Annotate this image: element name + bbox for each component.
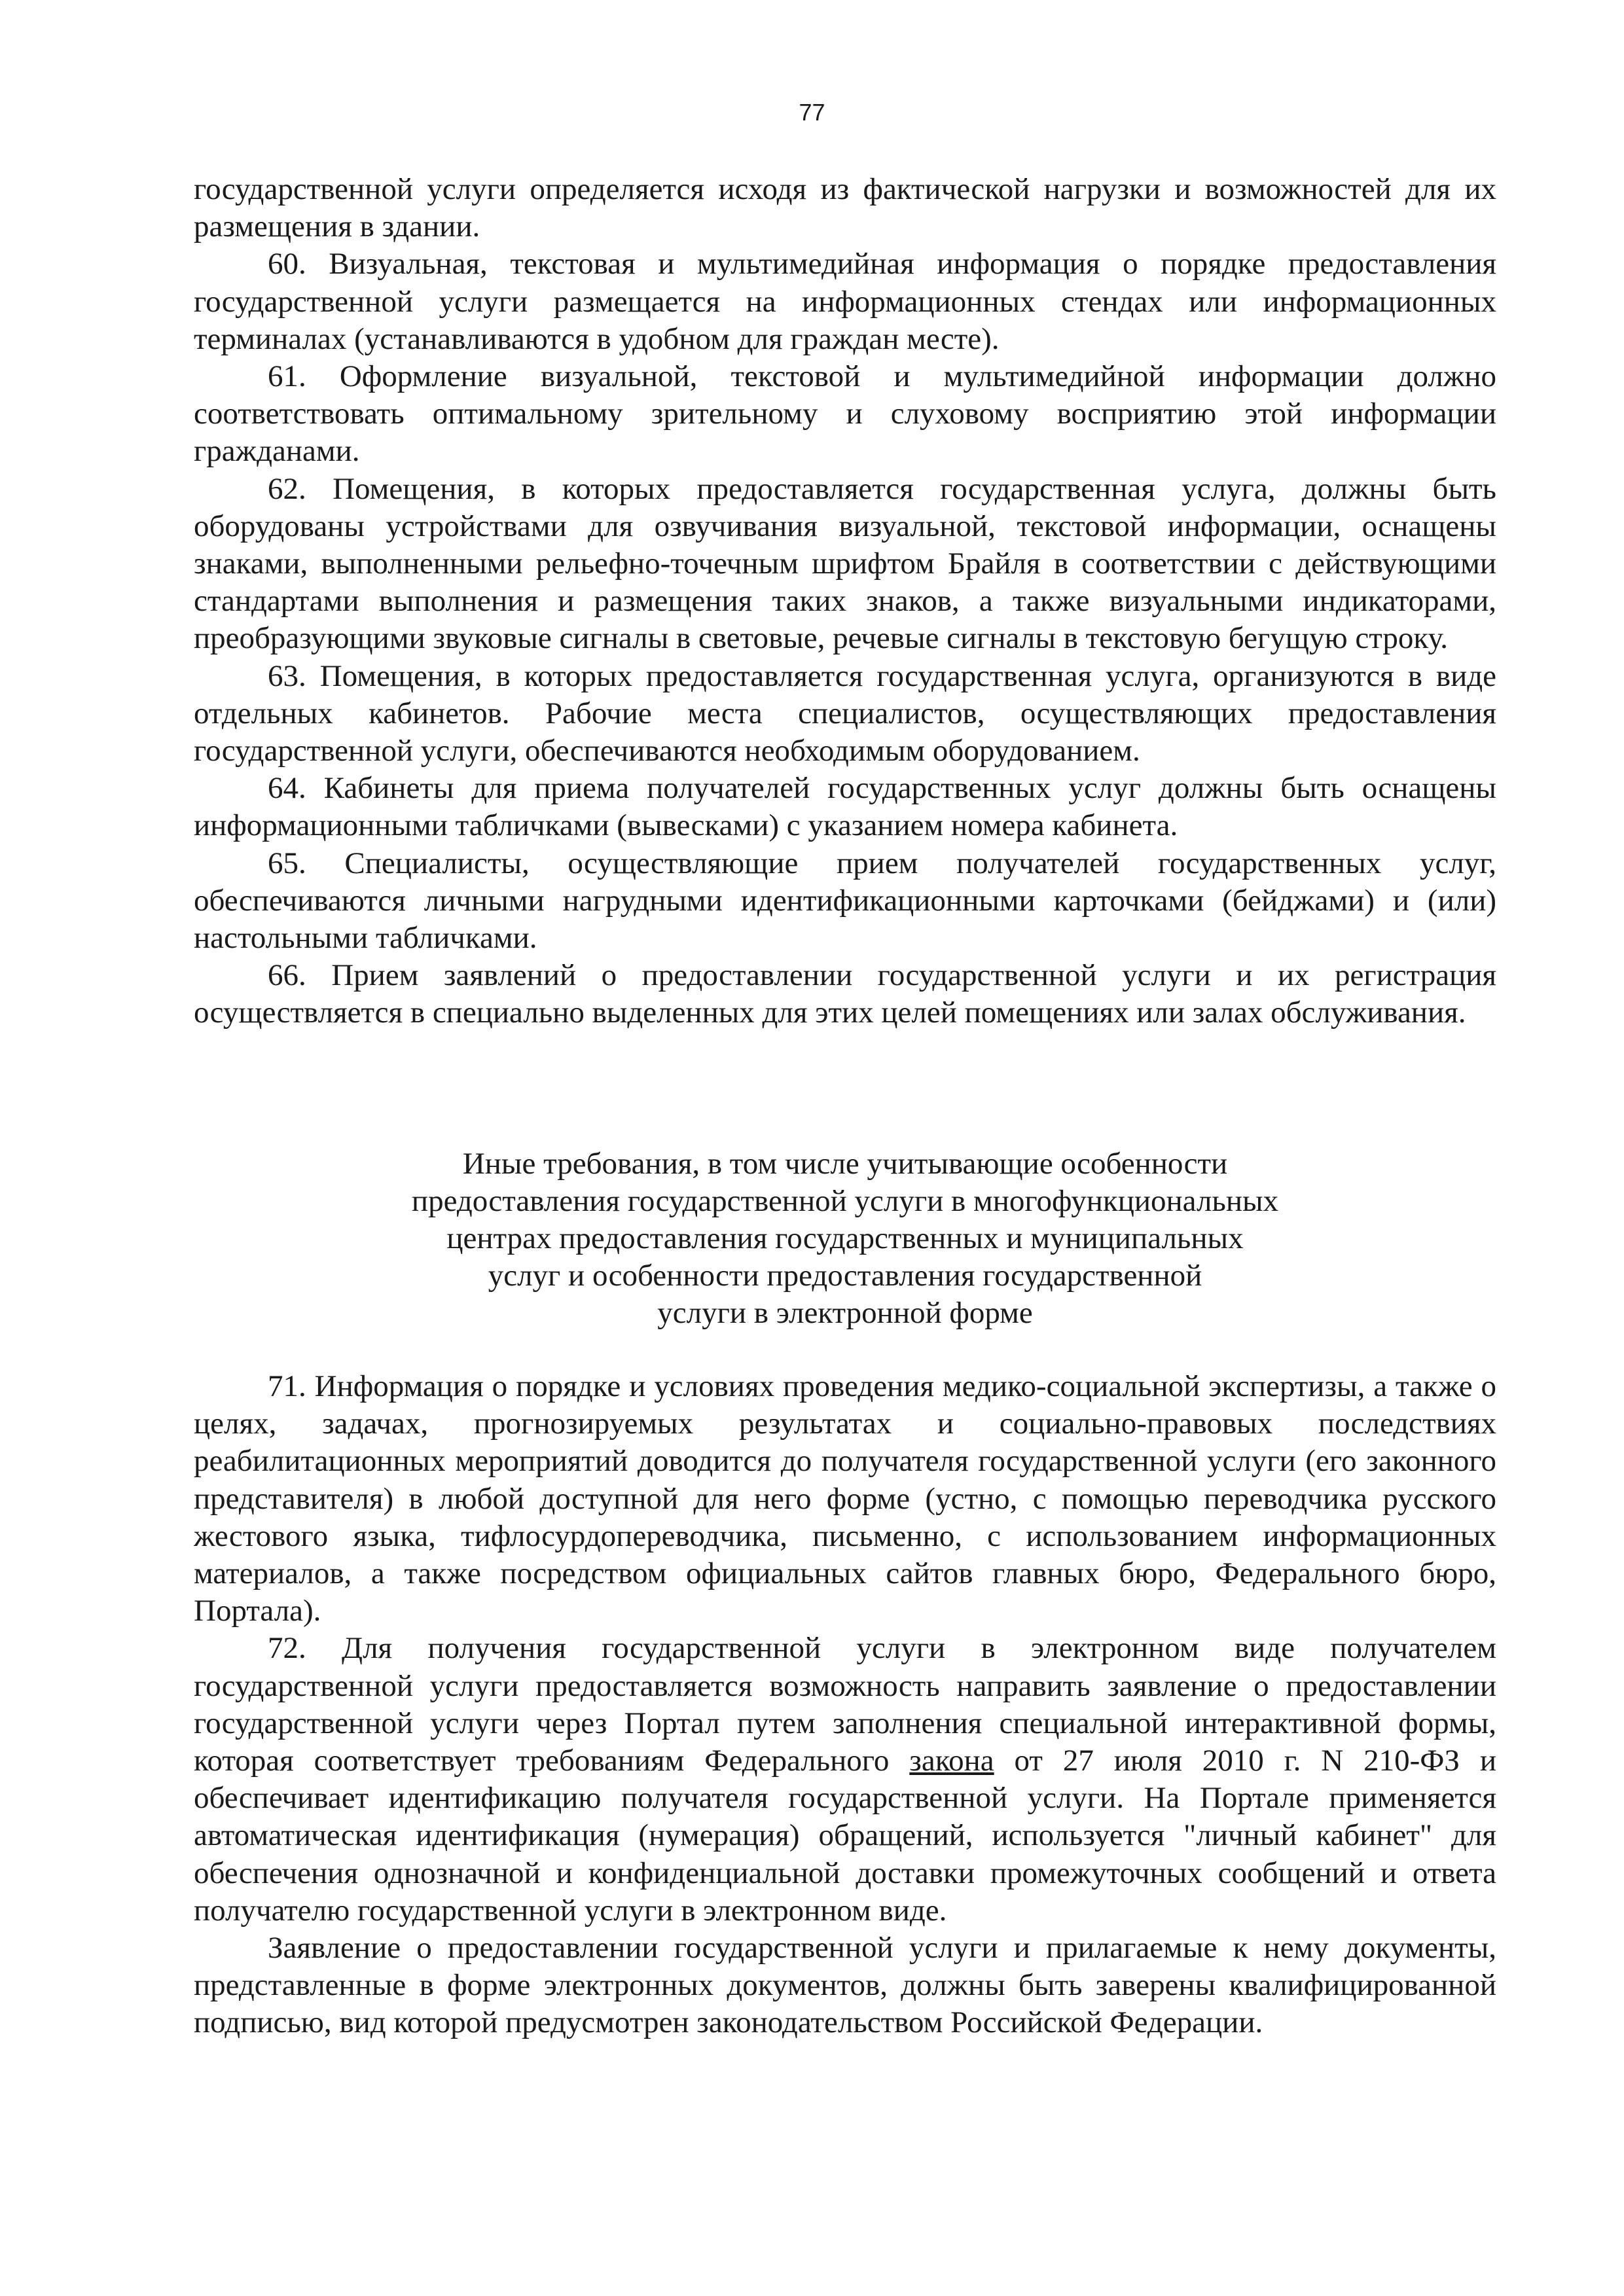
section-heading-line: услуг и особенности предоставления государственной <box>488 1259 1202 1293</box>
paragraph-continuation: государственной услуги определяется исходя из фактической нагрузки и возможностей для их размещения в здании. <box>194 172 1496 244</box>
paragraph-61: 61. Оформление визуальной, текстовой и мультимедийной информации должно соответствовать оптимальному зрительному и слуховому восприятию этой информации гражданами. <box>194 359 1496 469</box>
section-heading-line: предоставления государственной услуги в многофункциональных <box>411 1184 1279 1218</box>
paragraph-66: 66. Прием заявлений о предоставлении государственной услуги и их регистрация осуществляется в специально выделенных для этих целей помещениях или залах обслуживания. <box>194 958 1496 1030</box>
paragraph-72 <box>194 1630 1496 1929</box>
paragraph-64: 64. Кабинеты для приема получателей государственных услуг должны быть оснащены информационными табличками (вывесками) с указанием номера кабинета. <box>194 771 1496 843</box>
section-heading-line: Иные требования, в том числе учитывающие особенности <box>462 1147 1228 1181</box>
paragraph-62: 62. Помещения, в которых предоставляется государственная услуга, должны быть оборудованы устройствами для озвучивания визуальной, текстовой информации, оснащены знаками, выполненными рельефно-точечным шрифтом Брайля в соответствии с действующими стандартами выполнения и размещения таких знаков, а также визуальными индикаторами, преобразующими звуковые сигналы в световые, речевые сигналы в текстовую бегущую строку. <box>194 471 1496 656</box>
federal-law-link[interactable]: закона <box>909 1744 994 1778</box>
section-heading-line: центрах предоставления государственных и муниципальных <box>446 1221 1244 1255</box>
paragraph-application: Заявление о предоставлении государственной услуги и прилагаемые к нему документы, представленные в форме электронных документов, должны быть заверены квалифицированной подписью, вид которой предусмотрен законодательством Российской Федерации. <box>194 1931 1496 2040</box>
paragraph-71: 71. Информация о порядке и условиях проведения медико-социальной экспертизы, а также о целях, задачах, прогнозируемых результатах и социально-правовых последствиях реабилитационных мероприятий доводится до получателя государственной услуги (его законного представителя) в любой доступной для него форме (устно, с помощью переводчика русского жестового языка, тифлосурдопереводчика, письменно, с использованием информационных материалов, а также посредством официальных сайтов главных бюро, Федерального бюро, Портала). <box>194 1369 1496 1628</box>
paragraph-72-text-end: от 27 июля 2010 г. N 210-ФЗ и обеспечивает идентификацию получателя государственной услуги. На Портале применяется автоматическая идентификация (нумерация) обращений, используется "личный кабинет" для обеспечения однозначной и конфиденциальной доставки промежуточных сообщений и ответа получателю государственной услуги в электронном виде. <box>194 1744 1496 1928</box>
paragraph-63: 63. Помещения, в которых предоставляется государственная услуга, организуются в виде отдельных кабинетов. Рабочие места специалистов, осуществляющих предоставления государственной услуги, обеспечиваются необходимым оборудованием. <box>194 658 1496 768</box>
section-heading-line: услуги в электронной форме <box>657 1296 1033 1330</box>
paragraph-60: 60. Визуальная, текстовая и мультимедийная информация о порядке предоставления государственной услуги размещается на информационных стендах или информационных терминалах (устанавливаются в удобном для граждан месте). <box>194 247 1496 356</box>
paragraph-block-lower <box>194 1368 1496 2042</box>
page-number: 77 <box>799 99 825 126</box>
section-heading <box>194 1145 1496 1332</box>
paragraph-65: 65. Специалисты, осуществляющие прием получателей государственных услуг, обеспечиваются личными нагрудными идентификационными карточками (бейджами) и (или) настольными табличками. <box>194 846 1496 956</box>
paragraph-72-text-start: 72. Для получения государственной услуги в электронном виде получателем государственной услуги предоставляется возможность направить заявление о предоставлении государственной услуги через Портал путем заполнения специальной интерактивной формы, которая соответствует требованиям Федерального <box>194 1631 1496 1778</box>
paragraph-block-upper <box>194 171 1496 1032</box>
